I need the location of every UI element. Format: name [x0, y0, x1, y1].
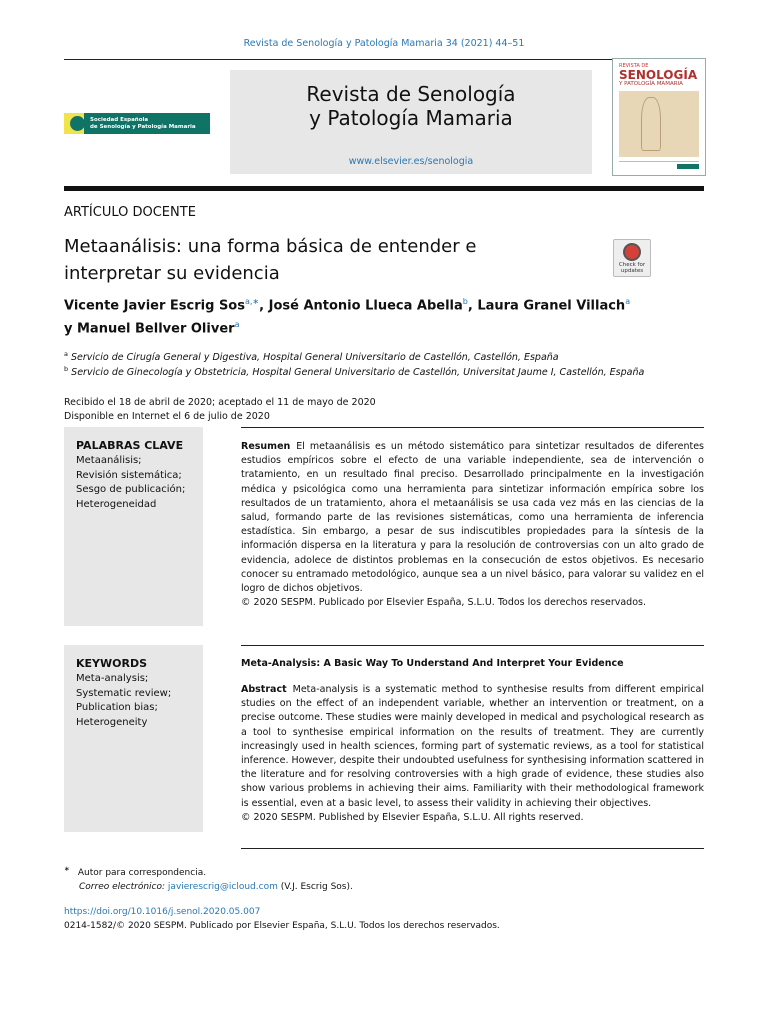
journal-url[interactable]: www.elsevier.es/senologia	[348, 156, 474, 167]
keywords-es-heading: PALABRAS CLAVE	[76, 439, 184, 452]
journal-cover-thumbnail: REVISTA DE SENOLOGÍA Y PATOLOGÍA MAMARIA	[612, 58, 706, 176]
affiliation: $^b$ Servicio de Ginecología y Obstetricia, Hospital General Universitario de Castellón, Universitat Jaume I, Castellón, España	[64, 365, 645, 379]
abstract: Abstract Meta-analysis is a systematic method to synthesise results from different empirical studies on the effect of an independent variable, whether an intervention or treatment, on a precise outcome. These studies were mainly developed in medical and psychological research as a tool to synthesise empirical information on the results of treatment. They are currently increasingly used in health sciences, forming part of systematic reviews, as a tool for statistical inference. However, despite their undoubted usefulness for synthesising information scattered in the literature and for resolving controversies with a high grade of evidence, these studies also show various problems in achieving their aims. Familiarity with their methodological framework is essential, even at a basic level, to assess their validity in achieving their objectives. © 2020 SESPM. Published by Elsevier España, S.L.U. All rights reserved.	[241, 683, 704, 825]
society-logo	[64, 113, 210, 134]
society-logo-text: Sociedad Española de Senología y Patología Mamaria	[90, 116, 196, 130]
keywords-en-box	[64, 645, 203, 832]
abstract-copyright: © 2020 SESPM. Published by Elsevier España, S.L.U. All rights reserved.	[241, 811, 584, 823]
article-dates: Recibido el 18 de abril de 2020; aceptado el 11 de mayo de 2020 Disponible en Internet el 6 de julio de 2020	[64, 397, 376, 422]
cover-title: SENOLOGÍA	[619, 68, 698, 82]
resumen-label: Resumen	[241, 441, 291, 452]
author-name[interactable]: Vicente Javier Escrig Sos	[64, 298, 245, 314]
affiliation: $^a$ Servicio de Cirugía General y Digestiva, Hospital General Universitario de Castellón, Castellón, España	[64, 350, 559, 364]
abstract-label: Abstract	[241, 684, 287, 695]
journal-reference[interactable]: Revista de Senología y Patología Mamaria 34 (2021) 44–51	[243, 38, 525, 49]
journal-masthead	[230, 70, 592, 174]
author-name[interactable]: José Antonio Llueca Abella	[268, 298, 463, 314]
author-email-link[interactable]: javierescrig@icloud.com	[167, 882, 278, 892]
author-name[interactable]: y Manuel Bellver Oliver	[64, 321, 235, 337]
rights-statement: 0214-1582/© 2020 SESPM. Publicado por Elsevier España, S.L.U. Todos los derechos reservados.	[64, 921, 500, 931]
english-abstract-rule	[241, 645, 704, 646]
resumen: Resumen El metaanálisis es un método sistemático para sintetizar resultados de diferentes estudios empíricos sobre el efecto de una variable independiente, sea de intervención o tratamiento, en un resultado final preciso. Desarrollado principalmente en la investigación médica y psicológica como una herramienta para sintetizar información empírica sobre los resultados de un tratamiento, ahora el metaanálisis se usa cada vez más en las ciencias de la salud, formando parte de las revisiones sistemáticas, como una herramienta de inferencia estadística. Sin embargo, a pesar de sus indiscutibles propiedades para la síntesis de la información dispersa en la literatura y para la resolución de controversias con un alto grado de evidencia, adolece de distintos problemas en la consecución de estos objetivos. Es necesario conocer su entramado metodológico, aunque sea a un nivel básico, para valorar su validez en el logro de dichos objetivos. © 2020 SESPM. Publicado por Elsevier España, S.L.U. Todos los derechos reservados.	[241, 440, 704, 610]
cover-image	[619, 91, 699, 157]
correspondence-footnote: ∗ Autor para correspondencia. Correo electrónico: javierescrig@icloud.com (V.J. Escrig Sos).	[64, 865, 353, 892]
check-for-updates-button[interactable]: Check for updates	[613, 239, 651, 277]
keywords-en-list: Meta-analysis; Systematic review; Publication bias; Heterogeneity	[76, 673, 172, 728]
header-rule	[64, 59, 704, 60]
article-title: Metaanálisis: una forma básica de entender e interpretar su evidencia	[64, 236, 477, 284]
journal-title: Revista de Senología y Patología Mamaria	[306, 82, 516, 130]
society-logo-mark	[64, 113, 84, 134]
english-title: Meta-Analysis: A Basic Way To Understand And Interpret Your Evidence	[241, 658, 624, 669]
keywords-en-heading: KEYWORDS	[76, 657, 148, 670]
doi-link[interactable]: https://doi.org/10.1016/j.senol.2020.05.007	[64, 907, 261, 917]
resumen-copyright: © 2020 SESPM. Publicado por Elsevier España, S.L.U. Todos los derechos reservados.	[241, 597, 646, 609]
keywords-es-box	[64, 427, 203, 626]
abstract-rule	[241, 427, 704, 428]
author-name[interactable]: Laura Granel Villach	[477, 298, 626, 314]
check-updates-icon	[623, 243, 641, 261]
author-list: Vicente Javier Escrig Sos$^{a,∗}$, José Antonio Llueca Abella$^b$, Laura Granel Villach$^a$ y Manuel Bellver Oliver$^a$	[64, 297, 631, 337]
keywords-es-list: Metaanálisis; Revisión sistemática; Sesgo de publicación; Heterogeneidad	[76, 455, 186, 510]
abstract-end-rule	[241, 848, 704, 849]
article-type: ARTÍCULO DOCENTE	[64, 205, 196, 220]
masthead-rule	[64, 186, 704, 191]
